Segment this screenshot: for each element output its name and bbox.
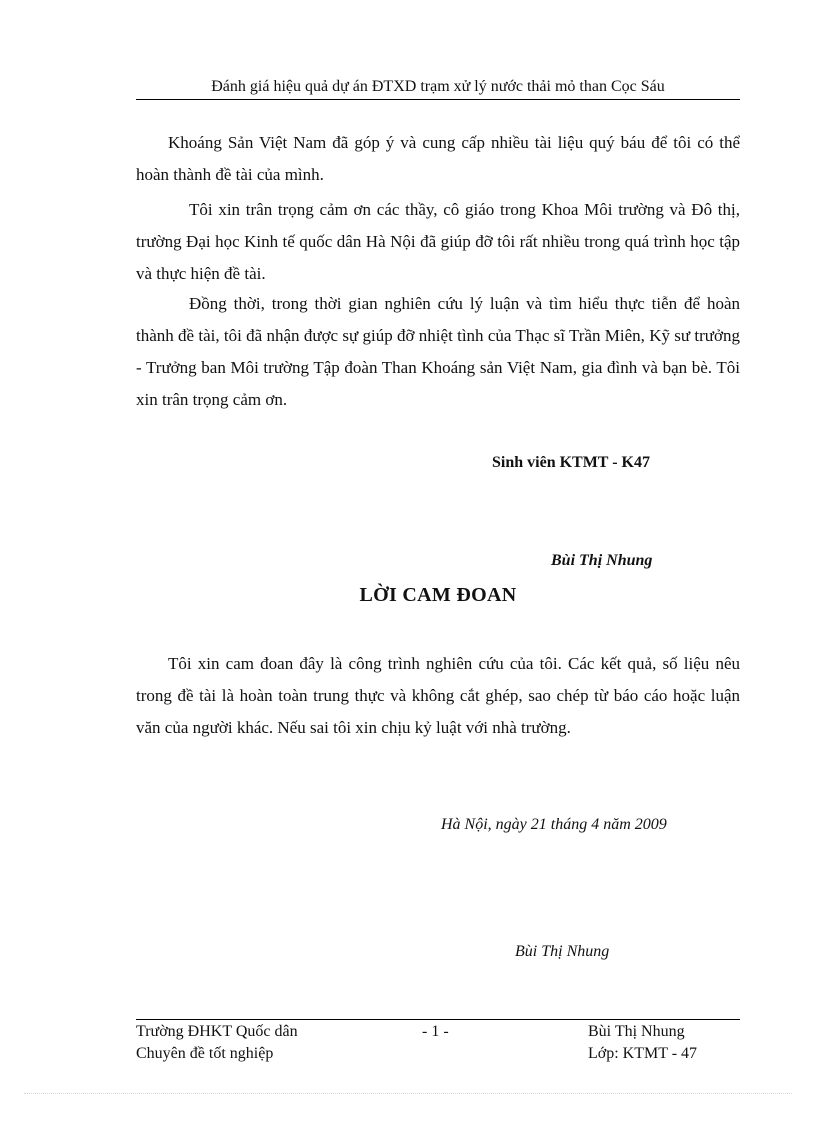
declaration-title: LỜI CAM ĐOAN [359, 584, 517, 606]
page-bottom-dotted-line [24, 1093, 792, 1094]
footer-divider [136, 1019, 740, 1020]
footer-row-2 [136, 1043, 740, 1065]
acknowledgement-signature-role: Sinh viên KTMT - K47 [492, 454, 650, 471]
footer-doc-type: Chuyên đề tốt nghiệp [136, 1045, 274, 1062]
declaration-date: Hà Nội, ngày 21 tháng 4 năm 2009 [441, 816, 667, 833]
acknowledgement-signature-name: Bùi Thị Nhung [551, 552, 653, 569]
footer-author: Bùi Thị Nhung [588, 1023, 685, 1040]
footer-page-number: - 1 - [422, 1023, 449, 1040]
acknowledgement-paragraph-1: Khoáng Sản Việt Nam đã góp ý và cung cấp nhiều tài liệu quý báu để tôi có thể hoàn thành đề tài của mình. [136, 133, 740, 184]
running-header: Đánh giá hiệu quả dự án ĐTXD trạm xử lý nước thải mỏ than Cọc Sáu [136, 76, 740, 100]
declaration-paragraph: Tôi xin cam đoan đây là công trình nghiên cứu của tôi. Các kết quả, số liệu nêu trong đề tài là hoàn toàn trung thực và không cắt ghép, sao chép từ báo cáo hoặc luận văn của người khác. Nếu sai tôi xin chịu kỷ luật với nhà trường. [136, 654, 740, 737]
declaration-signature-name: Bùi Thị Nhung [515, 943, 610, 960]
footer-class: Lớp: KTMT - 47 [588, 1045, 698, 1062]
acknowledgement-paragraph-3: Đồng thời, trong thời gian nghiên cứu lý luận và tìm hiểu thực tiễn để hoàn thành đề tài, tôi đã nhận được sự giúp đỡ nhiệt tình của Thạc sĩ Trần Miên, Kỹ sư trưởng - Trưởng ban Môi trường Tập đoàn Than Khoáng sản Việt Nam, gia đình và bạn bè. Tôi xin trân trọng cảm ơn. [136, 294, 740, 409]
footer-school: Trường ĐHKT Quốc dân [136, 1023, 298, 1040]
page-footer [136, 1021, 740, 1065]
footer-row-1 [136, 1021, 740, 1043]
acknowledgement-paragraph-2: Tôi xin trân trọng cảm ơn các thầy, cô giáo trong Khoa Môi trường và Đô thị, trường Đại học Kinh tế quốc dân Hà Nội đã giúp đỡ tôi rất nhiều trong quá trình học tập và thực hiện đề tài. [136, 200, 740, 283]
